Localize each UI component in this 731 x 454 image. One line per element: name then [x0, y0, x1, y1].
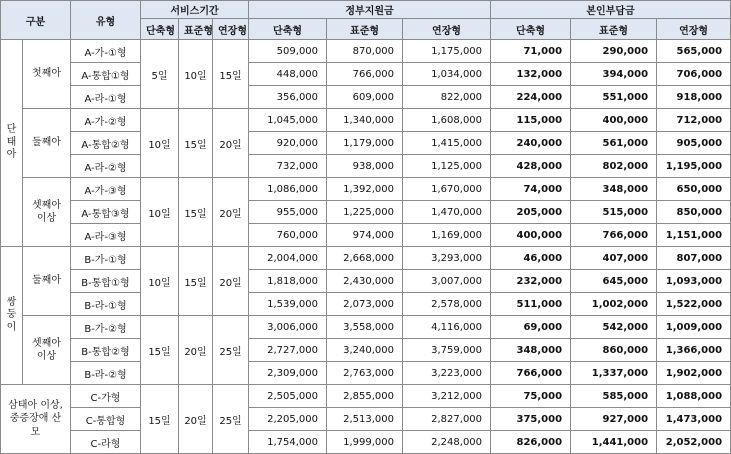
table-row	[1, 293, 731, 316]
table-row	[1, 362, 731, 385]
gov-standard-cell: 2,430,000	[327, 270, 403, 293]
self-short-cell: 240,000	[491, 132, 571, 155]
service-extended-cell: 25일	[213, 316, 249, 385]
table-row	[1, 385, 731, 408]
header-category: 구분	[1, 1, 71, 40]
gov-extended-cell: 3,212,000	[403, 385, 491, 408]
gov-extended-cell: 3,293,000	[403, 247, 491, 270]
service-standard-cell: 10일	[179, 40, 213, 109]
type-cell: B-라-②형	[71, 362, 141, 385]
group-label: 셋째아 이상	[23, 178, 71, 247]
gov-standard-cell: 1,225,000	[327, 201, 403, 224]
gov-extended-cell: 1,034,000	[403, 63, 491, 86]
service-extended-cell: 25일	[213, 385, 249, 454]
self-short-cell: 826,000	[491, 431, 571, 454]
self-short-cell: 132,000	[491, 63, 571, 86]
table-row	[1, 270, 731, 293]
gov-extended-cell: 822,000	[403, 86, 491, 109]
gov-short-cell: 1,754,000	[249, 431, 327, 454]
type-cell: B-가-①형	[71, 247, 141, 270]
self-short-cell: 205,000	[491, 201, 571, 224]
type-cell: A-라-①형	[71, 86, 141, 109]
self-extended-cell: 850,000	[657, 201, 731, 224]
self-standard-cell: 348,000	[571, 178, 657, 201]
gov-short-cell: 3,006,000	[249, 316, 327, 339]
gov-short-cell: 1,539,000	[249, 293, 327, 316]
self-short-cell: 511,000	[491, 293, 571, 316]
header-gov-standard: 표준형	[327, 19, 403, 40]
self-standard-cell: 515,000	[571, 201, 657, 224]
gov-standard-cell: 1,999,000	[327, 431, 403, 454]
type-cell: B-가-②형	[71, 316, 141, 339]
gov-short-cell: 2,205,000	[249, 408, 327, 431]
self-standard-cell: 542,000	[571, 316, 657, 339]
table-row	[1, 201, 731, 224]
self-short-cell: 69,000	[491, 316, 571, 339]
service-extended-cell: 20일	[213, 109, 249, 178]
table-row	[1, 109, 731, 132]
header-service-standard: 표준형	[179, 19, 213, 40]
group-label: 둘째아	[23, 247, 71, 316]
type-cell: A-가-②형	[71, 109, 141, 132]
gov-extended-cell: 2,578,000	[403, 293, 491, 316]
table-row	[1, 247, 731, 270]
table-row	[1, 408, 731, 431]
self-extended-cell: 2,052,000	[657, 431, 731, 454]
gov-standard-cell: 2,855,000	[327, 385, 403, 408]
gov-standard-cell: 974,000	[327, 224, 403, 247]
self-extended-cell: 650,000	[657, 178, 731, 201]
gov-short-cell: 2,004,000	[249, 247, 327, 270]
section-label: 삼태아 이상, 중증장애 산모	[1, 385, 71, 454]
self-standard-cell: 927,000	[571, 408, 657, 431]
gov-standard-cell: 2,513,000	[327, 408, 403, 431]
self-short-cell: 400,000	[491, 224, 571, 247]
type-cell: B-통합①형	[71, 270, 141, 293]
service-extended-cell: 20일	[213, 247, 249, 316]
gov-extended-cell: 2,248,000	[403, 431, 491, 454]
service-standard-cell: 20일	[179, 316, 213, 385]
gov-extended-cell: 3,759,000	[403, 339, 491, 362]
self-short-cell: 348,000	[491, 339, 571, 362]
gov-short-cell: 1,045,000	[249, 109, 327, 132]
gov-extended-cell: 1,608,000	[403, 109, 491, 132]
group-label: 첫째아	[23, 40, 71, 109]
header-service-extended: 연장형	[213, 19, 249, 40]
service-short-cell: 15일	[141, 385, 179, 454]
gov-extended-cell: 3,007,000	[403, 270, 491, 293]
table-body	[1, 40, 731, 454]
table-row	[1, 339, 731, 362]
type-cell: C-라형	[71, 431, 141, 454]
header-gov-extended: 연장형	[403, 19, 491, 40]
self-standard-cell: 407,000	[571, 247, 657, 270]
type-cell: A-통합①형	[71, 63, 141, 86]
type-cell: A-가-①형	[71, 40, 141, 63]
self-extended-cell: 1,009,000	[657, 316, 731, 339]
self-standard-cell: 551,000	[571, 86, 657, 109]
gov-short-cell: 1,818,000	[249, 270, 327, 293]
gov-standard-cell: 1,179,000	[327, 132, 403, 155]
self-short-cell: 428,000	[491, 155, 571, 178]
table-row	[1, 86, 731, 109]
gov-short-cell: 955,000	[249, 201, 327, 224]
service-short-cell: 10일	[141, 178, 179, 247]
self-extended-cell: 1,902,000	[657, 362, 731, 385]
table-row	[1, 224, 731, 247]
self-extended-cell: 712,000	[657, 109, 731, 132]
gov-extended-cell: 2,827,000	[403, 408, 491, 431]
gov-standard-cell: 3,240,000	[327, 339, 403, 362]
self-short-cell: 375,000	[491, 408, 571, 431]
gov-standard-cell: 3,558,000	[327, 316, 403, 339]
service-extended-cell: 15일	[213, 40, 249, 109]
type-cell: C-통합형	[71, 408, 141, 431]
gov-short-cell: 1,086,000	[249, 178, 327, 201]
service-short-cell: 10일	[141, 247, 179, 316]
self-short-cell: 46,000	[491, 247, 571, 270]
gov-standard-cell: 609,000	[327, 86, 403, 109]
header-self-extended: 연장형	[657, 19, 731, 40]
header-service-period: 서비스기간	[141, 1, 249, 19]
header-self-short: 단축형	[491, 19, 571, 40]
gov-standard-cell: 938,000	[327, 155, 403, 178]
type-cell: A-라-②형	[71, 155, 141, 178]
self-short-cell: 232,000	[491, 270, 571, 293]
type-cell: C-가형	[71, 385, 141, 408]
self-short-cell: 71,000	[491, 40, 571, 63]
type-cell: B-라-①형	[71, 293, 141, 316]
gov-short-cell: 2,727,000	[249, 339, 327, 362]
self-standard-cell: 400,000	[571, 109, 657, 132]
gov-standard-cell: 2,668,000	[327, 247, 403, 270]
gov-short-cell: 2,505,000	[249, 385, 327, 408]
type-cell: A-통합③형	[71, 201, 141, 224]
self-standard-cell: 645,000	[571, 270, 657, 293]
header-gov-short: 단축형	[249, 19, 327, 40]
self-short-cell: 766,000	[491, 362, 571, 385]
table-row	[1, 40, 731, 63]
service-standard-cell: 15일	[179, 247, 213, 316]
self-standard-cell: 585,000	[571, 385, 657, 408]
service-extended-cell: 20일	[213, 178, 249, 247]
header-self-standard: 표준형	[571, 19, 657, 40]
self-standard-cell: 1,002,000	[571, 293, 657, 316]
self-standard-cell: 1,441,000	[571, 431, 657, 454]
self-short-cell: 74,000	[491, 178, 571, 201]
self-extended-cell: 1,473,000	[657, 408, 731, 431]
type-cell: A-통합②형	[71, 132, 141, 155]
section-label: 쌍 둥 이	[1, 247, 23, 385]
service-short-cell: 10일	[141, 109, 179, 178]
gov-standard-cell: 1,392,000	[327, 178, 403, 201]
table-row	[1, 132, 731, 155]
header-self-pay: 본인부담금	[491, 1, 731, 19]
self-standard-cell: 802,000	[571, 155, 657, 178]
gov-standard-cell: 766,000	[327, 63, 403, 86]
gov-short-cell: 356,000	[249, 86, 327, 109]
gov-extended-cell: 4,116,000	[403, 316, 491, 339]
self-extended-cell: 1,093,000	[657, 270, 731, 293]
gov-extended-cell: 1,670,000	[403, 178, 491, 201]
gov-standard-cell: 2,073,000	[327, 293, 403, 316]
gov-short-cell: 448,000	[249, 63, 327, 86]
table-row	[1, 431, 731, 454]
service-standard-cell: 15일	[179, 109, 213, 178]
self-extended-cell: 905,000	[657, 132, 731, 155]
self-extended-cell: 1,366,000	[657, 339, 731, 362]
gov-short-cell: 732,000	[249, 155, 327, 178]
self-standard-cell: 860,000	[571, 339, 657, 362]
type-cell: A-가-③형	[71, 178, 141, 201]
gov-extended-cell: 1,175,000	[403, 40, 491, 63]
self-extended-cell: 807,000	[657, 247, 731, 270]
self-extended-cell: 1,522,000	[657, 293, 731, 316]
group-label: 셋째아 이상	[23, 316, 71, 385]
gov-short-cell: 760,000	[249, 224, 327, 247]
gov-standard-cell: 1,340,000	[327, 109, 403, 132]
self-extended-cell: 1,195,000	[657, 155, 731, 178]
self-extended-cell: 565,000	[657, 40, 731, 63]
section-label: 단 태 아	[1, 40, 23, 247]
self-extended-cell: 706,000	[657, 63, 731, 86]
gov-short-cell: 920,000	[249, 132, 327, 155]
self-extended-cell: 1,151,000	[657, 224, 731, 247]
gov-extended-cell: 3,223,000	[403, 362, 491, 385]
gov-extended-cell: 1,415,000	[403, 132, 491, 155]
table-row	[1, 63, 731, 86]
gov-standard-cell: 870,000	[327, 40, 403, 63]
service-short-cell: 15일	[141, 316, 179, 385]
gov-extended-cell: 1,169,000	[403, 224, 491, 247]
self-standard-cell: 766,000	[571, 224, 657, 247]
self-extended-cell: 1,088,000	[657, 385, 731, 408]
service-short-cell: 5일	[141, 40, 179, 109]
table-row	[1, 316, 731, 339]
self-standard-cell: 561,000	[571, 132, 657, 155]
self-standard-cell: 290,000	[571, 40, 657, 63]
table-row	[1, 178, 731, 201]
service-standard-cell: 15일	[179, 178, 213, 247]
gov-extended-cell: 1,470,000	[403, 201, 491, 224]
gov-extended-cell: 1,125,000	[403, 155, 491, 178]
type-cell: B-통합②형	[71, 339, 141, 362]
table-row	[1, 155, 731, 178]
gov-short-cell: 2,309,000	[249, 362, 327, 385]
header-service-short: 단축형	[141, 19, 179, 40]
self-standard-cell: 394,000	[571, 63, 657, 86]
self-extended-cell: 918,000	[657, 86, 731, 109]
gov-standard-cell: 2,763,000	[327, 362, 403, 385]
self-short-cell: 224,000	[491, 86, 571, 109]
self-short-cell: 75,000	[491, 385, 571, 408]
group-label: 둘째아	[23, 109, 71, 178]
type-cell: A-라-③형	[71, 224, 141, 247]
header-type: 유형	[71, 1, 141, 40]
gov-short-cell: 509,000	[249, 40, 327, 63]
service-standard-cell: 20일	[179, 385, 213, 454]
self-standard-cell: 1,337,000	[571, 362, 657, 385]
header-gov-support: 정부지원금	[249, 1, 491, 19]
self-short-cell: 115,000	[491, 109, 571, 132]
